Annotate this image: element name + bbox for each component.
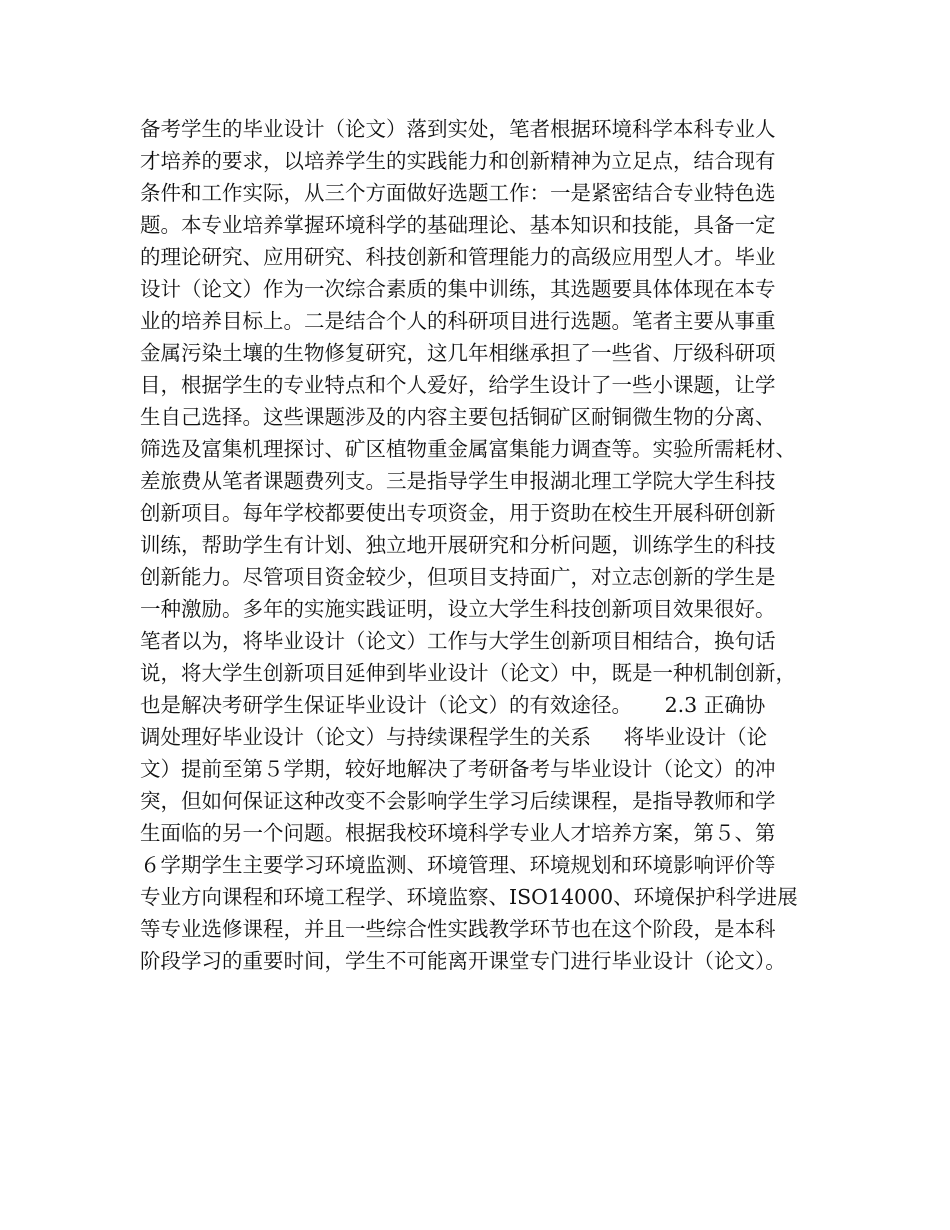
text-line: 目，根据学生的专业特点和个人爱好，给学生设计了一些小课题，让学 (140, 373, 776, 397)
text-line: 文）提前至第５学期，较好地解决了考研备考与毕业设计（论文）的冲 (140, 757, 776, 781)
text-line: 差旅费从笔者课题费列支。三是指导学生申报湖北理工学院大学生科技 (140, 469, 776, 493)
text-line: 阶段学习的重要时间，学生不可能离开课堂专门进行毕业设计（论文）。 (140, 949, 786, 973)
text-line: 金属污染土壤的生物修复研究，这几年相继承担了一些省、厅级科研项 (140, 341, 776, 365)
text-line: 设计（论文）作为一次综合素质的集中训练，其选题要具体体现在本专 (140, 277, 776, 301)
text-line: 筛选及富集机理探讨、矿区植物重金属富集能力调查等。实验所需耗材、 (140, 437, 796, 461)
text-line: 专业方向课程和环境工程学、环境监察、ISO14000、环境保护科学进展 (140, 885, 798, 909)
text-line: 条件和工作实际，从三个方面做好选题工作：一是紧密结合专业特色选 (140, 181, 776, 205)
text-line: ６学期学生主要学习环境监测、环境管理、环境规划和环境影响评价等 (140, 853, 776, 877)
text-line: 等专业选修课程，并且一些综合性实践教学环节也在这个阶段，是本科 (140, 917, 776, 941)
text-line: 说，将大学生创新项目延伸到毕业设计（论文）中，既是一种机制创新， (140, 661, 796, 685)
text-line: 突，但如何保证这种改变不会影响学生学习后续课程，是指导教师和学 (140, 789, 776, 813)
text-line: 备考学生的毕业设计（论文）落到实处，笔者根据环境科学本科专业人 (140, 117, 776, 141)
text-line: 笔者以为，将毕业设计（论文）工作与大学生创新项目相结合，换句话 (140, 629, 776, 653)
text-line: 生面临的另一个问题。根据我校环境科学专业人才培养方案，第５、第 (140, 821, 776, 845)
text-line: 也是解决考研学生保证毕业设计（论文）的有效途径。 2.3 正确协 (140, 693, 766, 717)
text-line: 训练，帮助学生有计划、独立地开展研究和分析问题，训练学生的科技 (140, 533, 776, 557)
text-line: 业的培养目标上。二是结合个人的科研项目进行选题。笔者主要从事重 (140, 309, 776, 333)
text-line: 创新能力。尽管项目资金较少，但项目支持面广，对立志创新的学生是 (140, 565, 776, 589)
text-line: 调处理好毕业设计（论文）与持续课程学生的关系 将毕业设计（论 (140, 725, 768, 749)
text-line: 的理论研究、应用研究、科技创新和管理能力的高级应用型人才。毕业 (140, 245, 776, 269)
body-text (140, 113, 840, 977)
text-line: 题。本专业培养掌握环境科学的基础理论、基本知识和技能，具备一定 (140, 213, 776, 237)
text-line: 创新项目。每年学校都要使出专项资金，用于资助在校生开展科研创新 (140, 501, 776, 525)
text-line: 生自己选择。这些课题涉及的内容主要包括铜矿区耐铜微生物的分离、 (140, 405, 776, 429)
text-line: 一种激励。多年的实施实践证明，设立大学生科技创新项目效果很好。 (140, 597, 776, 621)
text-line: 才培养的要求，以培养学生的实践能力和创新精神为立足点，结合现有 (140, 149, 776, 173)
